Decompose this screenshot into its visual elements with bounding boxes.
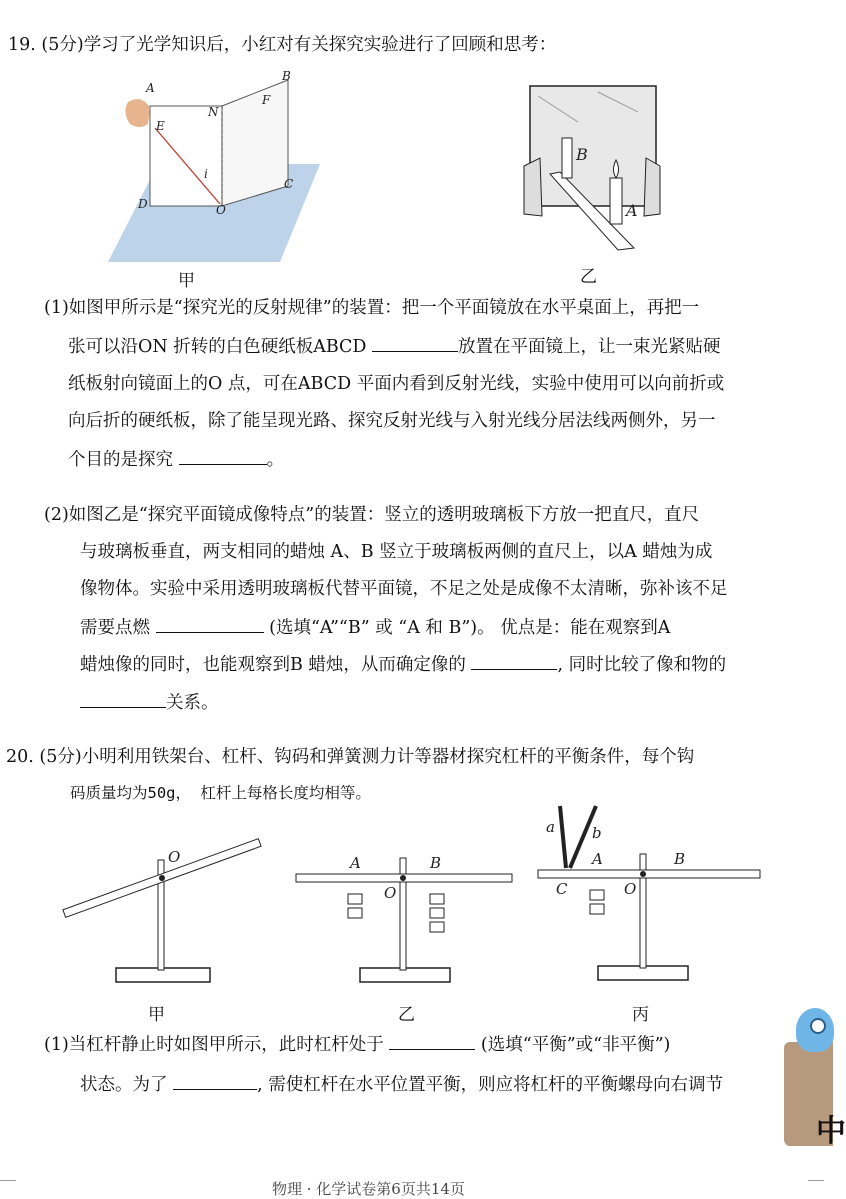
fig-jia-label-i: i bbox=[204, 167, 208, 181]
q19-p1-text2b: 放置在平面镜上，让一束光紧贴硬 bbox=[458, 337, 721, 357]
fig20-bing-label-c: C bbox=[556, 880, 568, 898]
q19-p1-line5 bbox=[68, 448, 284, 471]
pivot bbox=[400, 875, 406, 881]
corner-mark-right bbox=[808, 1180, 824, 1181]
q19-p2-text5a: 蜡烛像的同时，也能观察到B 蜡烛，从而确定像的 bbox=[80, 655, 472, 675]
hook-weight bbox=[590, 890, 604, 900]
hook-weight bbox=[590, 904, 604, 914]
answer-blank-7[interactable] bbox=[173, 1073, 257, 1090]
q19-number: 19. bbox=[8, 35, 36, 55]
fig20-jia-label-o: O bbox=[168, 848, 181, 866]
q19-p1-text5b: 。 bbox=[266, 450, 285, 470]
fig-jia-label-c: C bbox=[284, 177, 294, 191]
q20-p1-text2a: 状态。为了 bbox=[80, 1075, 174, 1095]
q19-fig-jia-caption: 甲 bbox=[178, 271, 195, 291]
fig-jia-label-b: B bbox=[282, 69, 291, 83]
q19-stem-line bbox=[8, 34, 556, 56]
q19-p1-text1: 如图甲所示是“探究光的反射规律”的装置：把一个平面镜放在水平桌面上，再把一 bbox=[68, 298, 700, 318]
fig20-yi-label-b: B bbox=[430, 854, 442, 872]
q19-p2-line3: 像物体。实验中采用透明玻璃板代替平面镜，不足之处是成像不太清晰，弥补该不足 bbox=[80, 579, 728, 599]
answer-blank-1[interactable] bbox=[372, 335, 458, 352]
q19-p2-label: (2) bbox=[44, 505, 69, 525]
q20-stem: 小明利用铁架台、杠杆、钩码和弹簧测力计等器材探究杠杆的平衡条件，每个钩 bbox=[81, 747, 695, 767]
fig20-bing-label-o: O bbox=[624, 880, 637, 898]
q20-p1-text1a: 当杠杆静止时如图甲所示，此时杠杆处于 bbox=[68, 1035, 390, 1055]
q19-stem: 学习了光学知识后，小红对有关探究实验进行了回顾和思考： bbox=[83, 35, 557, 55]
q19-p1-label: (1) bbox=[44, 298, 69, 318]
q20-score: (5分) bbox=[39, 747, 82, 767]
q19-p1-line2 bbox=[68, 335, 721, 358]
q20-fig-yi-caption: 乙 bbox=[398, 1005, 415, 1025]
fig-jia-label-f: F bbox=[262, 93, 271, 107]
q20-p1-text2b: , 需使杠杆在水平位置平衡，则应将杠杆的平衡螺母向右调节 bbox=[257, 1075, 724, 1095]
board-right bbox=[222, 80, 288, 206]
fig-jia-label-a: A bbox=[146, 81, 155, 95]
answer-blank-6[interactable] bbox=[389, 1033, 475, 1050]
mascot-glyph: 中 bbox=[816, 1114, 846, 1149]
fig20-bing-label-a-small: a bbox=[546, 818, 555, 836]
q19-p1-text2a: 张可以沿ON 折转的白色硬纸板ABCD bbox=[68, 337, 373, 357]
pivot bbox=[640, 871, 646, 877]
fig20-bing-label-b: B bbox=[674, 850, 686, 868]
hook-weight-b bbox=[430, 908, 444, 918]
hook-weight-b bbox=[430, 922, 444, 932]
fig-jia-label-d: D bbox=[138, 197, 148, 211]
fig-jia-label-e: E bbox=[156, 119, 165, 133]
q19-score: (5分) bbox=[41, 35, 84, 55]
q20-p1-line2 bbox=[80, 1073, 723, 1096]
q20-number: 20. bbox=[6, 747, 34, 767]
mascot-eye bbox=[810, 1018, 826, 1034]
q20-stem-line2: 码质量均为50g， 杠杆上每格长度均相等。 bbox=[70, 784, 371, 802]
answer-blank-5[interactable] bbox=[80, 691, 166, 708]
q20-p1-line1 bbox=[44, 1033, 670, 1056]
q19-p2-text1: 如图乙是“探究平面镜成像特点”的装置：竖立的透明玻璃板下方放一把直尺，直尺 bbox=[68, 505, 700, 525]
q19-p2-text4a: 需要点燃 bbox=[80, 618, 156, 638]
q19-p1-line1 bbox=[44, 297, 699, 319]
q19-figure-jia bbox=[100, 66, 330, 266]
q19-p1-line4: 向后折的硬纸板，除了能呈现光路、探究反射光线与入射光线分居法线两侧外，另一 bbox=[68, 411, 716, 431]
hook-weight-a bbox=[348, 894, 362, 904]
q19-p2-line6 bbox=[80, 691, 219, 714]
q20-figure-jia bbox=[56, 830, 278, 994]
q20-figure-bing bbox=[532, 776, 768, 990]
fig20-yi-label-a: A bbox=[350, 854, 361, 872]
q19-figure-yi bbox=[518, 82, 668, 252]
answer-blank-3[interactable] bbox=[156, 616, 264, 633]
fig-jia-label-n: N bbox=[208, 105, 219, 119]
candle-a bbox=[610, 178, 622, 224]
q20-p1-label: (1) bbox=[44, 1035, 69, 1055]
fig-jia-label-o: O bbox=[216, 203, 226, 217]
q19-p2-line1 bbox=[44, 504, 699, 526]
glass-plate bbox=[530, 86, 656, 206]
answer-blank-4[interactable] bbox=[471, 653, 557, 670]
q19-p2-line4 bbox=[80, 616, 670, 639]
page-footer: 物理 · 化学试卷第6页共14页 bbox=[272, 1180, 465, 1198]
q19-p1-text5a: 个目的是探究 bbox=[68, 450, 179, 470]
q19-fig-yi-caption: 乙 bbox=[580, 267, 597, 287]
q20-p1-text1b: (选填“平衡”或“非平衡”) bbox=[475, 1035, 671, 1055]
q19-p2-line5 bbox=[80, 653, 726, 676]
spring-scale-a bbox=[560, 806, 566, 868]
fig20-bing-label-b-small: b bbox=[592, 824, 602, 842]
fig-yi-label-a: A bbox=[626, 201, 638, 220]
hook-weight-b bbox=[430, 894, 444, 904]
stand-right bbox=[644, 158, 660, 216]
fig20-bing-label-a: A bbox=[592, 850, 603, 868]
floating-mascot-badge[interactable] bbox=[776, 1008, 846, 1149]
corner-mark-left bbox=[0, 1180, 16, 1181]
q19-p2-line2: 与玻璃板垂直，两支相同的蜡烛 A、B 竖立于玻璃板两侧的直尺上，以A 蜡烛为成 bbox=[80, 542, 713, 562]
q20-fig-jia-caption: 甲 bbox=[148, 1005, 165, 1025]
q19-p2-text6: 关系。 bbox=[166, 693, 219, 713]
q20-stem-line bbox=[6, 746, 694, 768]
q19-p2-text4b: (选填“A”“B” 或 “A 和 B”)。 优点是：能在观察到A bbox=[263, 618, 671, 638]
q20-figure-yi bbox=[290, 850, 520, 990]
hook-weight-a bbox=[348, 908, 362, 918]
fig20-yi-label-o: O bbox=[384, 884, 397, 902]
hand bbox=[125, 99, 150, 127]
fig-yi-label-b: B bbox=[576, 145, 588, 164]
q19-p2-text5b: , 同时比较了像和物的 bbox=[557, 655, 727, 675]
candle-b bbox=[562, 138, 572, 178]
answer-blank-2[interactable] bbox=[179, 448, 267, 465]
q20-fig-bing-caption: 丙 bbox=[632, 1005, 649, 1025]
q19-p1-line3: 纸板射向镜面上的O 点，可在ABCD 平面内看到反射光线，实验中使用可以向前折或 bbox=[68, 374, 725, 394]
lever-bar bbox=[538, 870, 760, 878]
stand-left bbox=[524, 158, 542, 216]
